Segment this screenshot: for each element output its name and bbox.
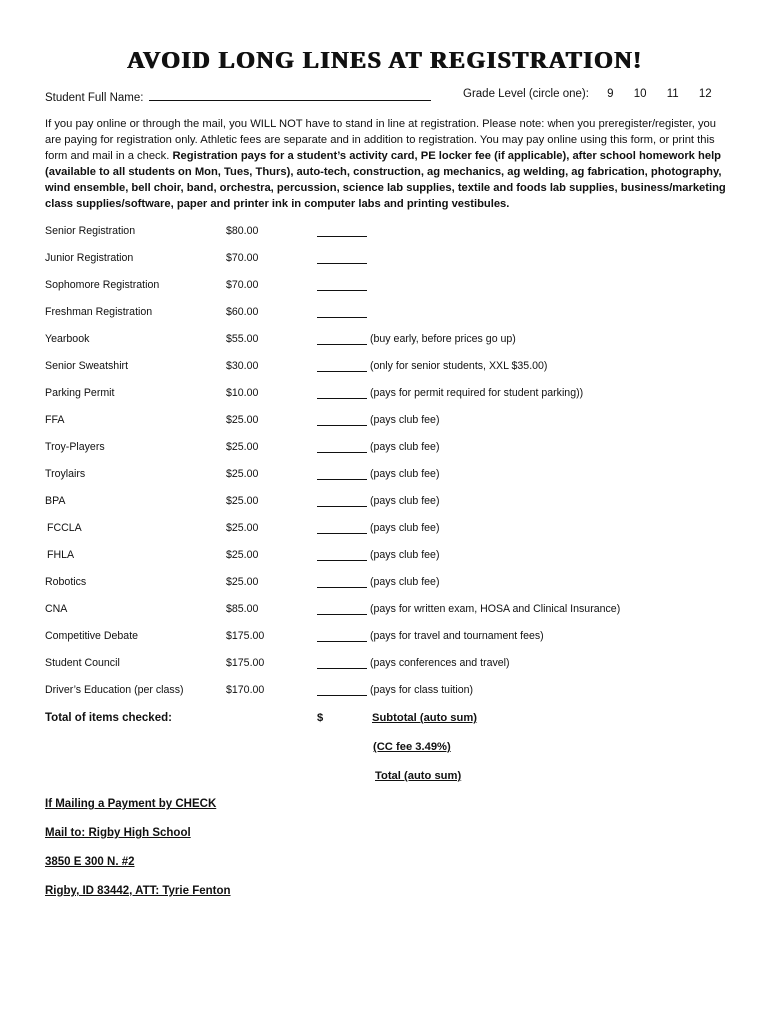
item-price: $25.00	[226, 576, 259, 588]
item-note: (only for senior students, XXL $35.00)	[370, 360, 548, 372]
item-price: $170.00	[226, 684, 265, 696]
item-label: Sophomore Registration	[45, 279, 160, 291]
item-label: Yearbook	[45, 333, 90, 345]
item-label: FCCLA	[47, 522, 82, 534]
fee-item	[45, 522, 735, 538]
item-note: (pays for class tuition)	[370, 684, 474, 696]
item-note: (pays for permit required for student parking))	[370, 387, 584, 399]
item-price: $25.00	[226, 522, 259, 534]
item-amount-field[interactable]	[317, 576, 367, 588]
fee-item	[45, 468, 735, 484]
fee-item	[45, 387, 735, 403]
item-note: (pays club fee)	[370, 576, 440, 588]
item-price: $10.00	[226, 387, 259, 399]
item-price: $80.00	[226, 225, 259, 237]
item-amount-field[interactable]	[317, 225, 367, 237]
item-label: BPA	[45, 495, 66, 507]
grade-option-9[interactable]: 9	[607, 88, 614, 100]
item-amount-field[interactable]	[317, 495, 367, 507]
mail-city-line: Rigby, ID 83442, ATT: Tyrie Fenton	[45, 885, 231, 897]
grade-option-12[interactable]: 12	[698, 88, 712, 100]
grade-option-11[interactable]: 11	[666, 88, 679, 100]
item-label: Senior Registration	[45, 225, 136, 237]
intro-text: If you pay online or through the mail, you WILL NOT have to stand in line at registration. Please note: when you preregister/register, you are paying for registration only. Athletic fees are separate and in addition to registration. You may pay online using this form, or print this form and mail in a check.	[45, 118, 716, 162]
fee-item	[45, 414, 735, 430]
fee-item	[45, 657, 735, 673]
item-note: (pays for travel and tournament fees)	[370, 630, 544, 642]
fee-item	[45, 549, 735, 565]
grade-level-label: Grade Level (circle one):	[463, 88, 589, 100]
item-price: $55.00	[226, 333, 259, 345]
item-price: $25.00	[226, 495, 259, 507]
item-amount-field[interactable]	[317, 414, 367, 426]
item-amount-field[interactable]	[317, 279, 367, 291]
item-label: Troy-Players	[45, 441, 105, 453]
item-label: Robotics	[45, 576, 87, 588]
dollar-sign: $	[317, 712, 324, 724]
fee-item	[45, 441, 735, 457]
item-label: Freshman Registration	[45, 306, 153, 318]
student-name-field[interactable]	[149, 88, 431, 101]
intro-bold-text: Registration pays for a student’s activity card, PE locker fee (if applicable), after school homework help (available to all students on Mon, Tues, Thurs), auto-tech, construction, ag mechanics, ag welding, ag fabrication, photography, wind ensemble, bell choir, band, orchestra, percussion, science lab supplies, textile and foods lab supplies, business/marketing class supplies/software, paper and printer ink in computer labs and printing vestibules.	[45, 150, 726, 210]
item-note: (pays club fee)	[370, 549, 440, 561]
item-label: CNA	[45, 603, 68, 615]
item-amount-field[interactable]	[317, 333, 367, 345]
item-amount-field[interactable]	[317, 522, 367, 534]
fee-item	[45, 306, 735, 322]
fee-item	[45, 603, 735, 619]
intro-paragraph	[45, 116, 735, 212]
item-note: (buy early, before prices go up)	[370, 333, 516, 345]
item-price: $30.00	[226, 360, 259, 372]
fee-item	[45, 225, 735, 241]
item-note: (pays for written exam, HOSA and Clinical Insurance)	[370, 603, 621, 615]
item-amount-field[interactable]	[317, 441, 367, 453]
cc-fee-label: (CC fee 3.49%)	[373, 741, 451, 753]
item-label: FFA	[45, 414, 65, 426]
grade-level-row	[463, 88, 712, 100]
fee-item	[45, 252, 735, 268]
item-price: $175.00	[226, 630, 265, 642]
item-amount-field[interactable]	[317, 657, 367, 669]
cc-fee-field[interactable]	[317, 741, 451, 753]
item-label: Student Council	[45, 657, 120, 669]
mailing-heading: If Mailing a Payment by CHECK	[45, 798, 217, 810]
item-note: (pays conferences and travel)	[370, 657, 510, 669]
grade-option-10[interactable]: 10	[633, 88, 647, 100]
subtotal-label: Subtotal (auto sum)	[372, 712, 478, 724]
item-amount-field[interactable]	[317, 252, 367, 264]
fee-item	[45, 333, 735, 349]
item-label: Driver’s Education (per class)	[45, 684, 184, 696]
item-note: (pays club fee)	[370, 441, 440, 453]
item-label: FHLA	[47, 549, 75, 561]
item-amount-field[interactable]	[317, 360, 367, 372]
item-amount-field[interactable]	[317, 684, 367, 696]
item-note: (pays club fee)	[370, 414, 440, 426]
item-note: (pays club fee)	[370, 495, 440, 507]
item-amount-field[interactable]	[317, 387, 367, 399]
item-amount-field[interactable]	[317, 468, 367, 480]
item-price: $70.00	[226, 252, 259, 264]
item-price: $175.00	[226, 657, 265, 669]
item-label: Troylairs	[45, 468, 86, 480]
mail-street-line: 3850 E 300 N. #2	[45, 856, 135, 868]
item-label: Junior Registration	[45, 252, 134, 264]
fee-item	[45, 279, 735, 295]
item-amount-field[interactable]	[317, 630, 367, 642]
subtotal-field[interactable]	[326, 712, 477, 724]
fee-item	[45, 495, 735, 511]
page-title: AVOID LONG LINES AT REGISTRATION!	[127, 48, 643, 74]
fee-item	[45, 576, 735, 592]
item-note: (pays club fee)	[370, 468, 440, 480]
item-note: (pays club fee)	[370, 522, 440, 534]
fee-item	[45, 630, 735, 646]
item-price: $25.00	[226, 468, 259, 480]
total-items-label: Total of items checked:	[45, 712, 172, 724]
item-label: Competitive Debate	[45, 630, 139, 642]
total-field[interactable]	[317, 770, 461, 782]
item-amount-field[interactable]	[317, 549, 367, 561]
mail-to-line: Mail to: Rigby High School	[45, 827, 191, 839]
item-label: Senior Sweatshirt	[45, 360, 129, 372]
item-price: $60.00	[226, 306, 259, 318]
student-name-row	[45, 88, 431, 104]
item-price: $25.00	[226, 441, 259, 453]
item-price: $70.00	[226, 279, 259, 291]
item-price: $25.00	[226, 414, 259, 426]
fee-item	[45, 684, 735, 700]
item-price: $25.00	[226, 549, 259, 561]
total-label: Total (auto sum)	[375, 770, 462, 782]
student-name-label: Student Full Name:	[45, 92, 144, 104]
fee-item	[45, 360, 735, 376]
item-amount-field[interactable]	[317, 306, 367, 318]
item-price: $85.00	[226, 603, 259, 615]
item-amount-field[interactable]	[317, 603, 367, 615]
item-label: Parking Permit	[45, 387, 115, 399]
